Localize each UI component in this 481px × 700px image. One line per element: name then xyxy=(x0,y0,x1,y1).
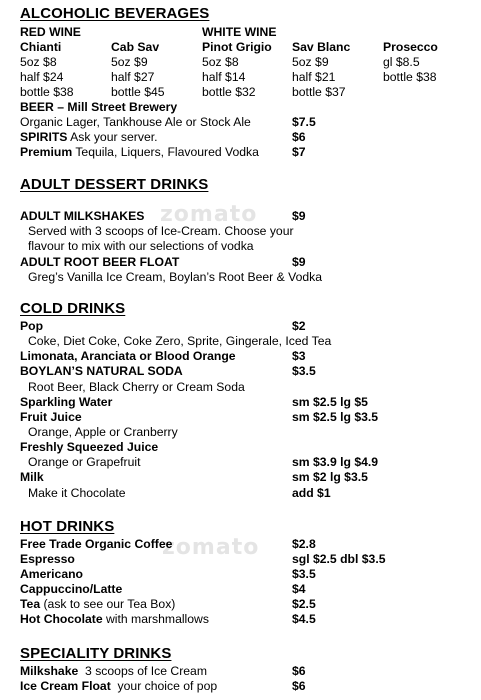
beer-label: BEER – Mill Street Brewery xyxy=(20,100,178,114)
fresh-juice-price: sm $3.9 lg $4.9 xyxy=(292,455,379,469)
limonata-label: Limonata, Aranciata or Blood Orange xyxy=(20,349,236,363)
ice-cream-float-price: $6 xyxy=(292,679,306,693)
wine-name: Pinot Grigio xyxy=(202,40,272,54)
premium-price: $7 xyxy=(292,145,306,159)
premium-line xyxy=(20,145,259,160)
fruit-juice-price: sm $2.5 lg $3.5 xyxy=(292,410,379,424)
sparkling-water-price: sm $2.5 lg $5 xyxy=(292,395,368,409)
spirits-price: $6 xyxy=(292,130,306,144)
milk-label: Milk xyxy=(20,470,44,484)
milkshake-price: $6 xyxy=(292,664,306,678)
fresh-juice-description: Orange or Grapefruit xyxy=(28,455,141,469)
espresso-label: Espresso xyxy=(20,552,75,566)
wine-price: bottle $45 xyxy=(111,85,165,99)
coffee-price: $2.8 xyxy=(292,537,316,551)
section-heading-cold: COLD DRINKS xyxy=(20,300,126,317)
wine-price: bottle $32 xyxy=(202,85,256,99)
americano-label: Americano xyxy=(20,567,83,581)
premium-description: Tequila, Liquers, Flavoured Vodka xyxy=(72,145,259,159)
hot-chocolate-description: with marshmallows xyxy=(102,612,209,626)
adult-milkshakes-label: ADULT MILKSHAKES xyxy=(20,209,145,223)
pop-description: Coke, Diet Coke, Coke Zero, Sprite, Gingerale, Iced Tea xyxy=(28,334,332,348)
cappuccino-price: $4 xyxy=(292,582,306,596)
chocolate-milk-description: Make it Chocolate xyxy=(28,486,126,500)
milk-price: sm $2 lg $3.5 xyxy=(292,470,368,484)
spirits-label: SPIRITS xyxy=(20,130,68,144)
wine-price: half $27 xyxy=(111,70,155,84)
wine-price: bottle $38 xyxy=(20,85,74,99)
section-heading-hot: HOT DRINKS xyxy=(20,518,115,535)
tea-description: (ask to see our Tea Box) xyxy=(40,597,176,611)
wine-price: 5oz $8 xyxy=(20,55,57,69)
americano-price: $3.5 xyxy=(292,567,316,581)
wine-price: 5oz $8 xyxy=(202,55,239,69)
beer-price: $7.5 xyxy=(292,115,316,129)
wine-name: Prosecco xyxy=(383,40,438,54)
spirits-line xyxy=(20,130,158,145)
tea-line xyxy=(20,597,175,612)
wine-name: Sav Blanc xyxy=(292,40,351,54)
red-wine-label: RED WINE xyxy=(20,25,81,39)
wine-price: half $14 xyxy=(202,70,246,84)
wine-price: half $24 xyxy=(20,70,64,84)
section-heading-dessert: ADULT DESSERT DRINKS xyxy=(20,176,209,193)
boylan-soda-price: $3.5 xyxy=(292,364,316,378)
milkshake-line xyxy=(20,664,207,679)
section-heading-speciality: SPECIALITY DRINKS xyxy=(20,645,172,662)
tea-label: Tea xyxy=(20,597,41,611)
ice-cream-float-description: your choice of pop xyxy=(110,679,218,693)
pop-label: Pop xyxy=(20,319,44,333)
beer-description: Organic Lager, Tankhouse Ale or Stock Ale xyxy=(20,115,251,129)
wine-price: 5oz $9 xyxy=(111,55,148,69)
adult-milkshakes-description: Served with 3 scoops of Ice-Cream. Choose your xyxy=(28,224,294,238)
root-beer-float-label: ADULT ROOT BEER FLOAT xyxy=(20,255,180,269)
watermark-text: zomato xyxy=(160,202,258,227)
sparkling-water-label: Sparkling Water xyxy=(20,395,113,409)
adult-milkshakes-price: $9 xyxy=(292,209,306,223)
premium-label: Premium xyxy=(20,145,73,159)
spirits-description: Ask your server. xyxy=(67,130,158,144)
espresso-price: sgl $2.5 dbl $3.5 xyxy=(292,552,386,566)
chocolate-milk-price: add $1 xyxy=(292,486,331,500)
fresh-juice-label: Freshly Squeezed Juice xyxy=(20,440,159,454)
fruit-juice-description: Orange, Apple or Cranberry xyxy=(28,425,178,439)
cappuccino-label: Cappuccino/Latte xyxy=(20,582,123,596)
adult-milkshakes-description: flavour to mix with our selections of vodka xyxy=(28,239,254,253)
wine-price: 5oz $9 xyxy=(292,55,329,69)
milkshake-description: 3 scoops of Ice Cream xyxy=(78,664,207,678)
wine-price: bottle $37 xyxy=(292,85,346,99)
hot-chocolate-label: Hot Chocolate xyxy=(20,612,103,626)
white-wine-label: WHITE WINE xyxy=(202,25,277,39)
ice-cream-float-line xyxy=(20,679,217,694)
coffee-label: Free Trade Organic Coffee xyxy=(20,537,173,551)
watermark-text: zomato xyxy=(162,535,260,560)
limonata-price: $3 xyxy=(292,349,306,363)
wine-price: bottle $38 xyxy=(383,70,437,84)
section-heading-alcoholic: ALCOHOLIC BEVERAGES xyxy=(20,5,210,22)
boylan-soda-description: Root Beer, Black Cherry or Cream Soda xyxy=(28,380,245,394)
ice-cream-float-label: Ice Cream Float xyxy=(20,679,111,693)
root-beer-float-description: Greg’s Vanilla Ice Cream, Boylan’s Root Beer & Vodka xyxy=(28,270,323,284)
pop-price: $2 xyxy=(292,319,306,333)
hot-chocolate-line xyxy=(20,612,209,627)
wine-price: half $21 xyxy=(292,70,336,84)
boylan-soda-label: BOYLAN’S NATURAL SODA xyxy=(20,364,183,378)
wine-name: Cab Sav xyxy=(111,40,160,54)
fruit-juice-label: Fruit Juice xyxy=(20,410,82,424)
wine-name: Chianti xyxy=(20,40,62,54)
tea-price: $2.5 xyxy=(292,597,316,611)
root-beer-float-price: $9 xyxy=(292,255,306,269)
hot-chocolate-price: $4.5 xyxy=(292,612,316,626)
wine-price: gl $8.5 xyxy=(383,55,420,69)
milkshake-label: Milkshake xyxy=(20,664,79,678)
